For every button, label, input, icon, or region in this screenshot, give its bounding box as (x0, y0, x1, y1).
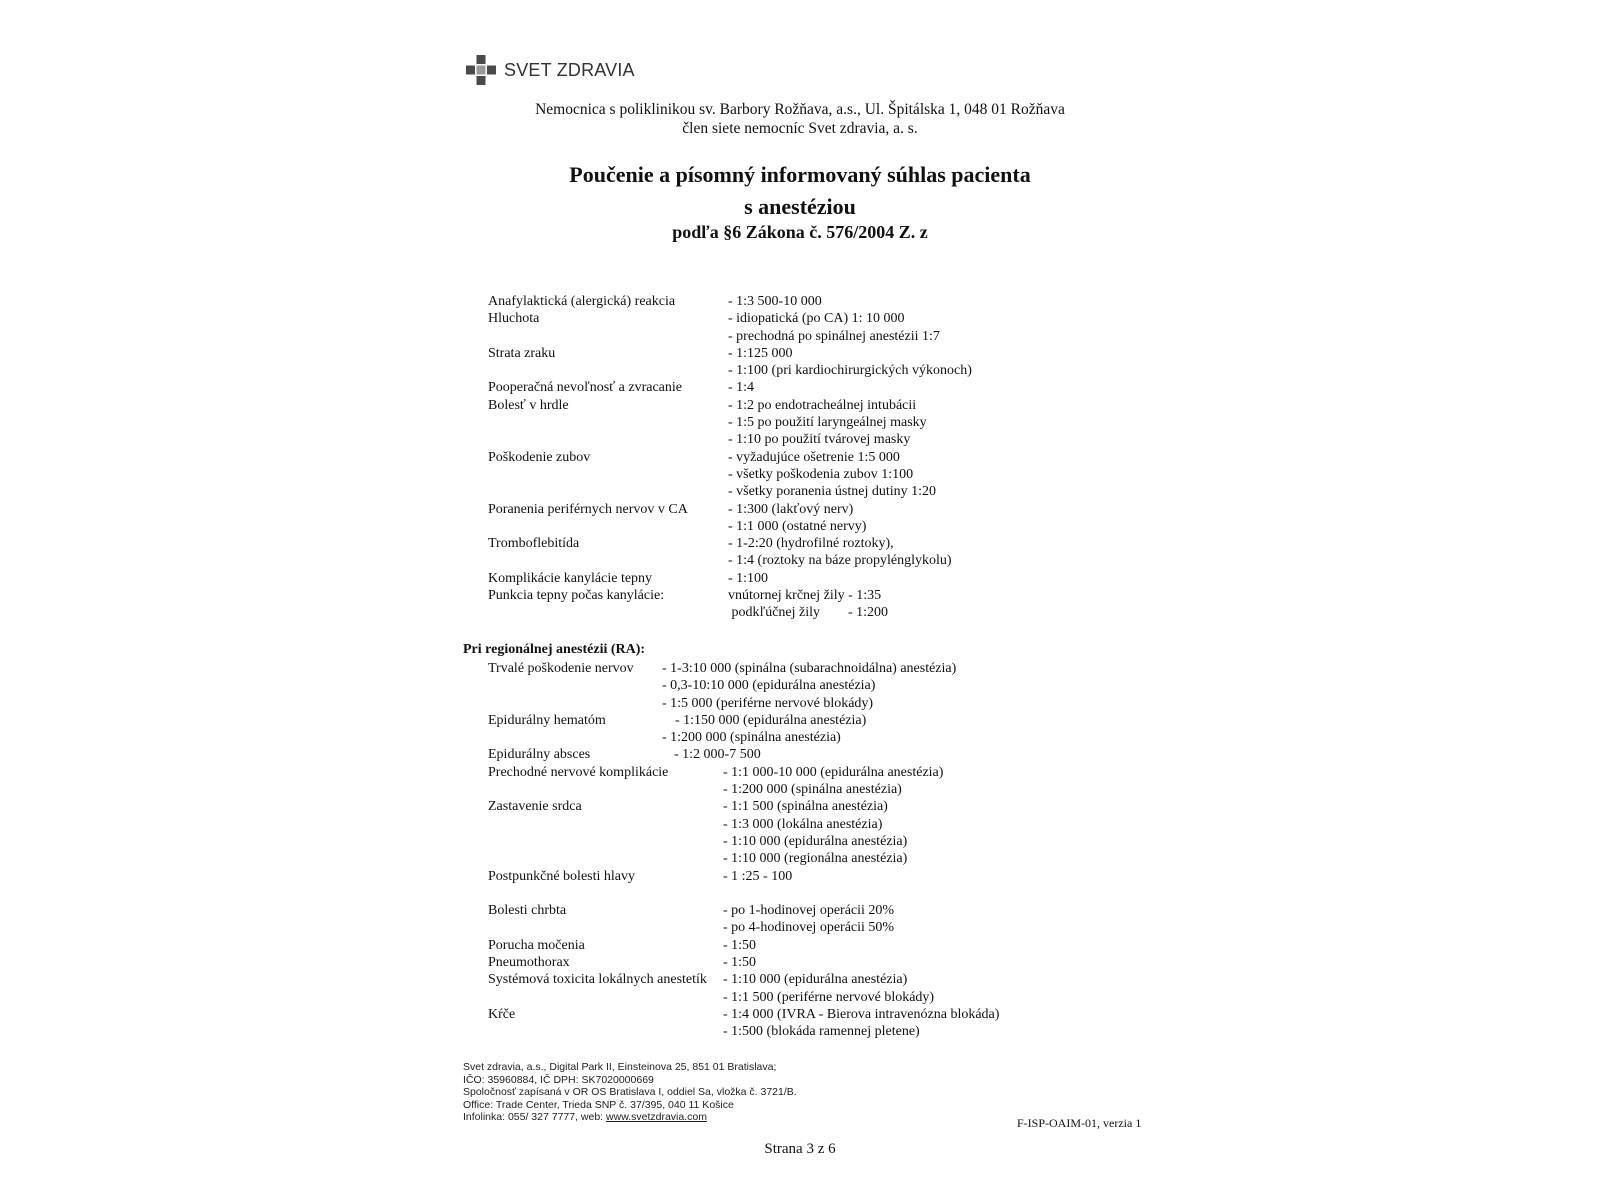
ra-risk-label: Pneumothorax (488, 955, 570, 971)
risk-label: Strata zraku (488, 345, 556, 361)
ra-risk-value: - 0,3-10:10 000 (epidurálna anestézia) (662, 678, 876, 694)
ra-risk-value: - po 4-hodinovej operácii 50% (723, 920, 895, 936)
ra-risk-value: - 1:50 (723, 937, 757, 953)
risk-row (488, 414, 972, 431)
risk-value: - 1:2 po endotracheálnej intubácii (728, 397, 917, 413)
risk-row (488, 449, 972, 466)
risk-label: Hluchota (488, 311, 540, 327)
risk-value: - všetky poranenia ústnej dutiny 1:20 (728, 484, 937, 500)
risk-label (488, 552, 728, 569)
risk-row (488, 570, 972, 587)
risk-value: - 1-2:20 (hydrofilné roztoky), (728, 536, 894, 552)
risk-row (488, 518, 972, 535)
risk-label: Poranenia periférnych nervov v CA (488, 501, 688, 517)
company-line: Spoločnosť zapísaná v OR OS Bratislava I, oddiel Sa, vložka č. 3721/B. (463, 1086, 797, 1098)
risk-value: - idiopatická (po CA) 1: 10 000 (728, 311, 905, 327)
document-title: Poučenie a písomný informovaný súhlas pacienta (569, 162, 1031, 187)
ra-risk-value: - 1:5 000 (periférne nervové blokády) (662, 695, 874, 711)
risk-label: Bolesť v hrdle (488, 397, 569, 413)
risk-label (488, 362, 728, 379)
risk-label (488, 466, 728, 483)
ra-risk-label: Epidurálny absces (488, 747, 591, 763)
risk-value: - 1:100 (728, 570, 769, 586)
risk-row (488, 397, 972, 414)
company-line: Office: Trade Center, Trieda SNP č. 37/395, 040 11 Košice (463, 1098, 734, 1111)
network-line: člen siete nemocníc Svet zdravia, a. s. (682, 120, 918, 137)
form-code: F-ISP-OAIM-01, verzia 1 (1017, 1116, 1142, 1130)
website-link[interactable]: www.svetzdravia.com (606, 1111, 707, 1123)
risk-value: - 1:100 (pri kardiochirurgických výkonoch) (728, 363, 972, 379)
logo-text: SVET ZDRAVIA (504, 59, 635, 80)
infolinka-line (463, 1111, 797, 1124)
risk-value: - 1:10 po použití tvárovej masky (728, 432, 911, 448)
risk-label: Punkcia tepny počas kanylácie: (488, 588, 665, 604)
risk-label (488, 518, 728, 535)
ra-risk-value: - 1:500 (blokáda ramennej pletene) (723, 1024, 920, 1040)
document-subtitle: podľa §6 Zákona č. 576/2004 Z. z (672, 222, 928, 242)
ra-risk-value: - 1:2 000-7 500 (674, 747, 761, 763)
ra-risk-label: Epidurálny hematóm (488, 712, 606, 728)
ra-risk-label: Systémová toxicita lokálnych anestetík (488, 972, 707, 988)
risk-row (488, 466, 972, 483)
ra-risk-value: - 1 :25 - 100 (723, 868, 793, 884)
company-line: Svet zdravia, a.s., Digital Park II, Einsteinova 25, 851 01 Bratislava; (463, 1061, 777, 1073)
ra-risk-value: - 1:10 000 (regionálna anestézia) (723, 851, 908, 867)
risk-row (488, 345, 972, 362)
risk-row (488, 379, 972, 396)
risk-row (488, 501, 972, 518)
risk-label (488, 483, 728, 500)
page-number: Strana 3 z 6 (764, 1141, 836, 1157)
ra-risk-label: Prechodné nervové komplikácie (488, 764, 669, 780)
logo (466, 55, 635, 85)
ra-risk-label: Postpunkčné bolesti hlavy (488, 868, 635, 884)
ra-risk-value: - 1:3 000 (lokálna anestézia) (723, 816, 883, 832)
risk-value: - 1:4 (728, 380, 755, 396)
risk-label (488, 328, 728, 345)
ra-risk-value: - 1:4 000 (IVRA - Bierova intravenózna blokáda) (723, 1006, 1000, 1022)
ra-risk-value: - 1:200 000 (spinálna anestézia) (723, 782, 902, 798)
risk-row (488, 483, 972, 500)
ra-risk-value: - 1:50 (723, 955, 757, 971)
ra-risk-label: Porucha močenia (488, 937, 585, 953)
risk-label: Pooperačná nevoľnosť a zvracanie (488, 380, 682, 396)
risk-label (488, 431, 728, 448)
ra-risk-value: - po 1-hodinovej operácii 20% (723, 903, 895, 919)
risk-value: - 1:3 500-10 000 (728, 294, 822, 309)
risk-value: podkľúčnej žily - 1:200 (728, 605, 889, 621)
risk-value: - 1:125 000 (728, 345, 793, 361)
ra-risk-label: Zastavenie srdca (488, 799, 582, 815)
risk-value: - 1:4 (roztoky na báze propylénglykolu) (728, 553, 952, 569)
risk-row (488, 535, 972, 552)
risk-value: - vyžadujúce ošetrenie 1:5 000 (728, 449, 900, 465)
risk-value: - 1:1 000 (ostatné nervy) (728, 518, 867, 534)
general-risks-list (488, 293, 972, 622)
risk-label (488, 604, 728, 621)
risk-row (488, 293, 972, 310)
ra-risk-value: - 1:200 000 (spinálna anestézia) (662, 730, 841, 746)
document-title-line2: s anestéziou (744, 194, 856, 219)
risk-value: - všetky poškodenia zubov 1:100 (728, 466, 914, 482)
ra-risk-value: - 1:1 000-10 000 (epidurálna anestézia) (723, 764, 944, 780)
infolinka-text: Infolinka: 055/ 327 7777, web: (463, 1111, 607, 1123)
ra-risk-label: Kŕče (488, 1006, 516, 1022)
ra-risk-value: - 1:1 500 (spinálna anestézia) (723, 799, 888, 815)
ra-risk-label: Trvalé poškodenie nervov (488, 661, 634, 676)
risk-label (488, 414, 728, 431)
ra-risk-value: - 1:10 000 (epidurálna anestézia) (723, 972, 908, 988)
risk-row (488, 431, 972, 448)
company-line: IČO: 35960884, IČ DPH: SK7020000669 (463, 1073, 654, 1086)
risk-row (488, 552, 972, 569)
ra-risk-value: - 1:1 500 (periférne nervové blokády) (723, 989, 935, 1005)
risk-value: vnútornej krčnej žily - 1:35 (728, 588, 882, 604)
ra-risk-label: Bolesti chrbta (488, 903, 567, 919)
risk-value: - prechodná po spinálnej anestézii 1:7 (728, 328, 940, 344)
risk-row (488, 604, 972, 621)
risk-row (488, 310, 972, 327)
risk-row (488, 362, 972, 379)
regional-heading: Pri regionálnej anestézii (RA): (463, 642, 646, 657)
risk-value: - 1:5 po použití laryngeálnej masky (728, 415, 927, 431)
ra-risk-value: - 1-3:10 000 (spinálna (subarachnoidálna) anestézia) (662, 661, 957, 676)
risk-label: Anafylaktická (alergická) reakcia (488, 294, 676, 309)
risk-label: Tromboflebitída (488, 536, 580, 552)
risk-row (488, 328, 972, 345)
ra-risk-value: - 1:10 000 (epidurálna anestézia) (723, 833, 908, 849)
risk-label: Poškodenie zubov (488, 449, 591, 465)
risk-label: Komplikácie kanylácie tepny (488, 570, 653, 586)
risk-row (488, 587, 972, 604)
hospital-line: Nemocnica s poliklinikou sv. Barbory Rožňava, a.s., Ul. Špitálska 1, 048 01 Rožňava (535, 101, 1065, 118)
risk-value: - 1:300 (lakťový nerv) (728, 501, 854, 517)
cross-logo-icon (466, 55, 496, 85)
ra-risk-value: - 1:150 000 (epidurálna anestézia) (675, 712, 867, 728)
company-info (463, 1061, 797, 1124)
